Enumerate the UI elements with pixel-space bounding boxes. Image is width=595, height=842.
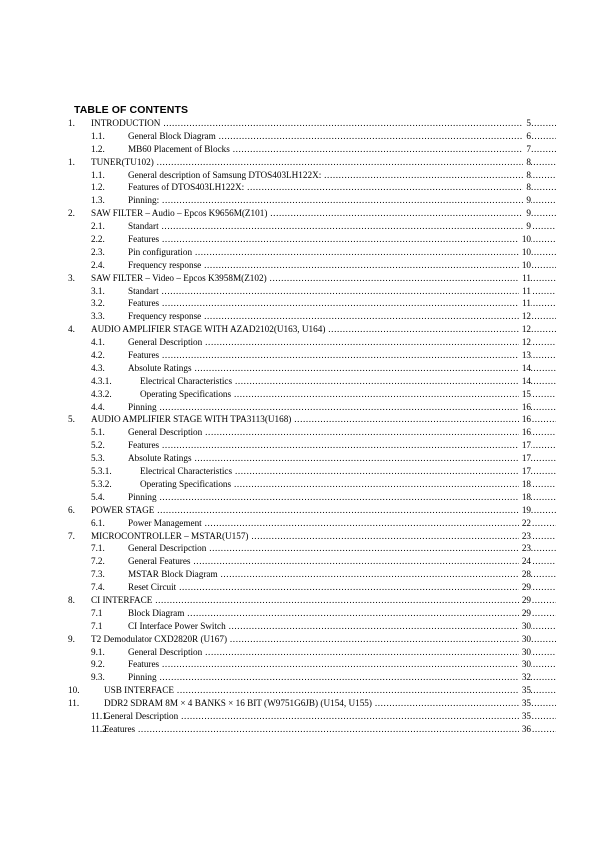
toc-entry[interactable] (0, 194, 595, 207)
toc-entry-title-leader (128, 658, 556, 671)
toc-entry[interactable] (0, 658, 595, 671)
toc-entry-title-leader (128, 233, 556, 246)
toc-entry-title: SAW FILTER – Video – Epcos K3958M(Z102) (91, 272, 267, 283)
toc-entry-title: Pin configuration (128, 246, 193, 257)
toc-entry-title-leader (128, 362, 556, 375)
toc-entry-title-leader (128, 297, 556, 310)
toc-entry-title-leader (91, 594, 556, 607)
toc-entry-page: 15 (519, 388, 531, 401)
toc-entry-title-leader (128, 620, 556, 633)
toc-entry-page: 24 (519, 555, 531, 568)
toc-entry[interactable] (0, 310, 595, 323)
toc-entry-title: CI INTERFACE (91, 594, 153, 605)
toc-entry-page: 28 (519, 568, 531, 581)
toc-entry-page: 5 (523, 117, 531, 130)
toc-entry-page: 6 (523, 130, 531, 143)
toc-entry-number: 5.3. (91, 453, 105, 464)
toc-entry-title-leader (91, 504, 556, 517)
toc-entry-page: 30 (519, 633, 531, 646)
toc-entry-title: General Block Diagram (128, 130, 216, 141)
toc-entry-number: 6. (68, 504, 75, 515)
toc-entry[interactable] (0, 117, 595, 130)
toc-entry[interactable] (0, 259, 595, 272)
toc-entry-title: Absolute Ratings (128, 362, 192, 373)
toc-entry-title-leader (128, 542, 556, 555)
toc-entry-title: MICROCONTROLLER – MSTAR(U157) (91, 530, 249, 541)
toc-entry-title: General Description (128, 427, 203, 438)
toc-entry-title-leader (140, 375, 556, 388)
toc-entry-page: 16 (519, 413, 531, 426)
toc-entry-title: SAW FILTER – Audio – Epcos K9656M(Z101) (91, 208, 268, 219)
toc-entry-page: 17 (519, 439, 531, 452)
toc-entry-page: 29 (519, 594, 531, 607)
toc-entry[interactable] (0, 555, 595, 568)
toc-entry-title-leader (128, 194, 556, 207)
toc-entry-title: General Descripction (128, 543, 207, 554)
toc-entry-page: 9 (523, 220, 531, 233)
toc-entry-number: 2.1. (91, 221, 105, 232)
toc-entry-title: Features (128, 659, 160, 670)
toc-entry-page: 35 (519, 697, 531, 710)
toc-entry-title-leader (91, 156, 556, 169)
toc-entry-title: T2 Demodulator CXD2820R (U167) (91, 633, 228, 644)
toc-entry-number: 8. (68, 594, 75, 605)
toc-entry-page: 7 (523, 143, 531, 156)
toc-heading: TABLE OF CONTENTS (74, 104, 189, 116)
toc-entry-title-leader (128, 310, 556, 323)
toc-entry-title-leader (91, 633, 556, 646)
toc-entry[interactable] (0, 723, 595, 736)
toc-entry-title: Frequency response (128, 311, 202, 322)
toc-entry[interactable] (0, 207, 595, 220)
toc-entry-page: 16 (519, 426, 531, 439)
toc-entry-page: 10 (519, 259, 531, 272)
toc-entry-number: 7. (68, 530, 75, 541)
toc-entry-number: 4.3. (91, 362, 105, 373)
toc-entry[interactable] (0, 349, 595, 362)
toc-entry-number: 1.3. (91, 195, 105, 206)
toc-entry-title-leader (128, 426, 556, 439)
toc-entry[interactable] (0, 439, 595, 452)
toc-entry-number: 1.1. (91, 130, 105, 141)
toc-entry-title-leader (91, 413, 556, 426)
toc-entry-number: 4. (68, 324, 75, 335)
toc-entry-title-leader (128, 439, 556, 452)
toc-entry-number: 3.1. (91, 285, 105, 296)
toc-entry-title: AUDIO AMPLIFIER STAGE WITH AZAD2102(U163, U164) (91, 324, 326, 335)
toc-entry-page: 23 (519, 530, 531, 543)
toc-entry-number: 3.2. (91, 298, 105, 309)
toc-entry-page: 35 (519, 710, 531, 723)
toc-entry-number: 1.1. (91, 169, 105, 180)
toc-entry-title: Operating Specifications (140, 388, 232, 399)
toc-entry-page: 23 (519, 542, 531, 555)
toc-entry-title: Pinning (128, 491, 157, 502)
toc-entry-number: 9. (68, 633, 75, 644)
toc-entry-number: 7.1. (91, 543, 105, 554)
toc-entry-title-leader (128, 259, 556, 272)
toc-entry-title-leader (128, 130, 556, 143)
toc-entry-page: 30 (519, 620, 531, 633)
toc-entry-number: 5.3.2. (91, 478, 112, 489)
toc-entry-page: 17 (519, 465, 531, 478)
toc-entry-number: 2.4. (91, 259, 105, 270)
toc-entry-title-leader (104, 697, 556, 710)
toc-entry-title-leader (91, 323, 556, 336)
toc-entry-page: 8 (523, 156, 531, 169)
toc-entry-title-leader (128, 452, 556, 465)
toc-entry[interactable] (0, 671, 595, 684)
toc-entry-title: General description of Samsung DTOS403LH122X: (128, 169, 322, 180)
toc-entry[interactable] (0, 530, 595, 543)
toc-entry-number: 3.3. (91, 311, 105, 322)
toc-entry-title-leader (128, 336, 556, 349)
toc-entry[interactable] (0, 246, 595, 259)
toc-entry-page: 10 (519, 246, 531, 259)
toc-entry[interactable] (0, 272, 595, 285)
toc-entry-title-leader (128, 220, 556, 233)
toc-entry[interactable] (0, 362, 595, 375)
toc-entry-number: 5.3.1. (91, 466, 112, 477)
toc-entry-title: Features (128, 440, 160, 451)
toc-entry-title-leader (128, 671, 556, 684)
toc-entry-title-leader (140, 388, 556, 401)
toc-entry-number: 4.1. (91, 337, 105, 348)
toc-entry-title: General Description (104, 710, 179, 721)
toc-entry-page: 8 (523, 181, 531, 194)
toc-entry-title-leader (128, 581, 556, 594)
toc-entry-title-leader (128, 181, 556, 194)
toc-entry[interactable] (0, 620, 595, 633)
toc-entry[interactable] (0, 568, 595, 581)
toc-entry-title: AUDIO AMPLIFIER STAGE WITH TPA3113(U168) (91, 414, 292, 425)
toc-entry-title: Block Diagram (128, 607, 185, 618)
toc-entry[interactable] (0, 517, 595, 530)
toc-entry-title-leader (104, 684, 556, 697)
toc-entry-page: 11 (519, 297, 531, 310)
toc-entry-page: 18 (519, 478, 531, 491)
toc-entry-title-leader (91, 530, 556, 543)
toc-entry-number: 9.3. (91, 672, 105, 683)
toc-entry-page: 19 (519, 504, 531, 517)
toc-entry-title: Pinning: (128, 195, 160, 206)
toc-entry-title: Standart (128, 221, 159, 232)
toc-entry-number: 2. (68, 208, 75, 219)
toc-entry[interactable] (0, 323, 595, 336)
toc-entry-number: 7.4. (91, 582, 105, 593)
toc-entry-page: 11 (519, 272, 531, 285)
toc-entry-title: Frequency response (128, 259, 202, 270)
toc-entry-title-leader (128, 349, 556, 362)
toc-entry-title-leader (128, 491, 556, 504)
toc-entry-number: 7.1 (91, 620, 103, 631)
toc-entry-title-leader (91, 207, 556, 220)
toc-entry-title-leader (128, 646, 556, 659)
toc-entry[interactable] (0, 285, 595, 298)
toc-entry[interactable] (0, 401, 595, 414)
toc-entry-title: General Features (128, 556, 191, 567)
toc-entry-page: 18 (519, 491, 531, 504)
toc-entry-number: 4.4. (91, 401, 105, 412)
toc-entry-title-leader (128, 517, 556, 530)
toc-entry-title: Power Management (128, 517, 202, 528)
toc-entry-page: 14 (519, 362, 531, 375)
toc-entry-title: Absolute Ratings (128, 453, 192, 464)
toc-entry-number: 7.2. (91, 556, 105, 567)
toc-entry-number: 1.2. (91, 143, 105, 154)
toc-entry[interactable] (0, 388, 595, 401)
toc-entry-title-leader (140, 478, 556, 491)
toc-entry-title: General Description (128, 646, 203, 657)
toc-entry-page: 29 (519, 581, 531, 594)
toc-entry-number: 7.1 (91, 607, 103, 618)
toc-entry-page: 12 (519, 336, 531, 349)
toc-entry-title: Features of DTOS403LH122X: (128, 182, 245, 193)
toc-entry-title: General Description (128, 337, 203, 348)
toc-entry[interactable] (0, 710, 595, 723)
toc-entry-title: Reset Circuit (128, 582, 177, 593)
toc-entry-number: 11.2. (91, 723, 110, 734)
toc-entry-title-leader (128, 401, 556, 414)
toc-entry-title: DDR2 SDRAM 8M × 4 BANKS × 16 BIT (W9751G6JB) (U154, U155) (104, 698, 372, 709)
toc-entry-number: 2.3. (91, 246, 105, 257)
toc-entry-title: USB INTERFACE (104, 685, 175, 696)
toc-entry-page: 17 (519, 452, 531, 465)
toc-entry-title: MSTAR Block Diagram (128, 569, 218, 580)
toc-entry-title-leader (104, 710, 556, 723)
toc-entry-page: 29 (519, 607, 531, 620)
toc-entry-page: 8 (523, 169, 531, 182)
toc-entry-page: 35 (519, 684, 531, 697)
toc-entry-number: 1. (68, 156, 75, 167)
toc-entry-number: 1. (68, 118, 75, 128)
toc-entry-page: 11 (519, 285, 531, 298)
toc-entry-title: CI Interface Power Switch (128, 620, 226, 631)
toc-entry[interactable] (0, 542, 595, 555)
toc-entry[interactable] (0, 504, 595, 517)
toc-entry-page: 12 (519, 323, 531, 336)
toc-entry-title-leader (91, 117, 556, 130)
toc-entry[interactable] (0, 581, 595, 594)
toc-entry-number: 10. (68, 685, 80, 696)
toc-entry-title: Electrical Characteristics (140, 375, 233, 386)
toc-entry-page: 30 (519, 646, 531, 659)
toc-entry-page: 30 (519, 658, 531, 671)
toc-entry-page: 10 (519, 233, 531, 246)
toc-entry-number: 5. (68, 414, 75, 425)
toc-entry-title: Operating Specifications (140, 478, 232, 489)
toc-entry-number: 5.4. (91, 491, 105, 502)
toc-entry-title: Features (128, 350, 160, 361)
toc-entry-number: 11.1. (91, 710, 110, 721)
toc-entry-number: 5.2. (91, 440, 105, 451)
toc-entry-title: Features (104, 723, 136, 734)
toc-entry[interactable] (0, 156, 595, 169)
toc-entry[interactable] (0, 143, 595, 156)
toc-entry[interactable] (0, 465, 595, 478)
toc-entry-number: 1.2. (91, 182, 105, 193)
toc-entry-number: 6.1. (91, 517, 105, 528)
toc-entry-title: MB60 Placement of Blocks (128, 143, 230, 154)
toc-entry-title-leader (91, 272, 556, 285)
toc-entry-title-leader (104, 723, 556, 736)
toc-entry[interactable] (0, 594, 595, 607)
toc-entry[interactable] (0, 478, 595, 491)
toc-entry-title: Standart (128, 285, 159, 296)
toc-entry-title-leader (128, 555, 556, 568)
toc-entry-page: 32 (519, 671, 531, 684)
toc-entry-title: POWER STAGE (91, 504, 155, 515)
toc-entry-number: 4.3.1. (91, 375, 112, 386)
toc-entry-title: Pinning (128, 401, 157, 412)
toc-entry-page: 36 (519, 723, 531, 736)
toc-entry-number: 5.1. (91, 427, 105, 438)
toc-entry-page: 12 (519, 310, 531, 323)
toc-entry-title: Electrical Characteristics (140, 466, 233, 477)
toc-entry-title-leader (128, 285, 556, 298)
toc-entry-page: 13 (519, 349, 531, 362)
toc-entry-page: 9 (523, 207, 531, 220)
toc-entry[interactable] (0, 169, 595, 182)
toc-entry[interactable] (0, 697, 595, 710)
toc-entry[interactable] (0, 375, 595, 388)
toc-entry[interactable] (0, 220, 595, 233)
toc-entry-page: 16 (519, 401, 531, 414)
toc-entry-number: 2.2. (91, 234, 105, 245)
toc-entry[interactable] (0, 607, 595, 620)
toc-entry-title: Features (128, 234, 160, 245)
toc-entry-number: 9.2. (91, 659, 105, 670)
toc-entry[interactable] (0, 633, 595, 646)
toc-entry-title: Features (128, 298, 160, 309)
toc-entry[interactable] (0, 413, 595, 426)
toc-entry[interactable] (0, 297, 595, 310)
toc-entry-title-leader (128, 143, 556, 156)
toc-entry-number: 4.2. (91, 350, 105, 361)
toc-entry-number: 11. (68, 698, 80, 709)
toc-entry-number: 4.3.2. (91, 388, 112, 399)
toc-entry-number: 9.1. (91, 646, 105, 657)
toc-entry[interactable] (0, 646, 595, 659)
toc-entry-title-leader (140, 465, 556, 478)
toc-entry-page: 22 (519, 517, 531, 530)
toc-entry-page: 14 (519, 375, 531, 388)
toc-entry[interactable] (0, 684, 595, 697)
toc-entry[interactable] (0, 181, 595, 194)
toc-entry-title-leader (128, 568, 556, 581)
toc-entry[interactable] (0, 426, 595, 439)
toc-entry[interactable] (0, 336, 595, 349)
toc-entry-title: Pinning (128, 672, 157, 683)
toc-entry-title-leader (128, 246, 556, 259)
toc-entry-number: 3. (68, 272, 75, 283)
toc-list (0, 117, 595, 736)
toc-entry-title-leader (128, 169, 556, 182)
toc-entry-page: 9 (523, 194, 531, 207)
toc-entry[interactable] (0, 491, 595, 504)
toc-entry[interactable] (0, 233, 595, 246)
toc-entry-number: 7.3. (91, 569, 105, 580)
toc-entry[interactable] (0, 452, 595, 465)
toc-entry-title: TUNER(TU102) (91, 156, 154, 167)
toc-entry-title: INTRODUCTION (91, 118, 161, 128)
toc-entry-title-leader (128, 607, 556, 620)
toc-entry[interactable] (0, 130, 595, 143)
